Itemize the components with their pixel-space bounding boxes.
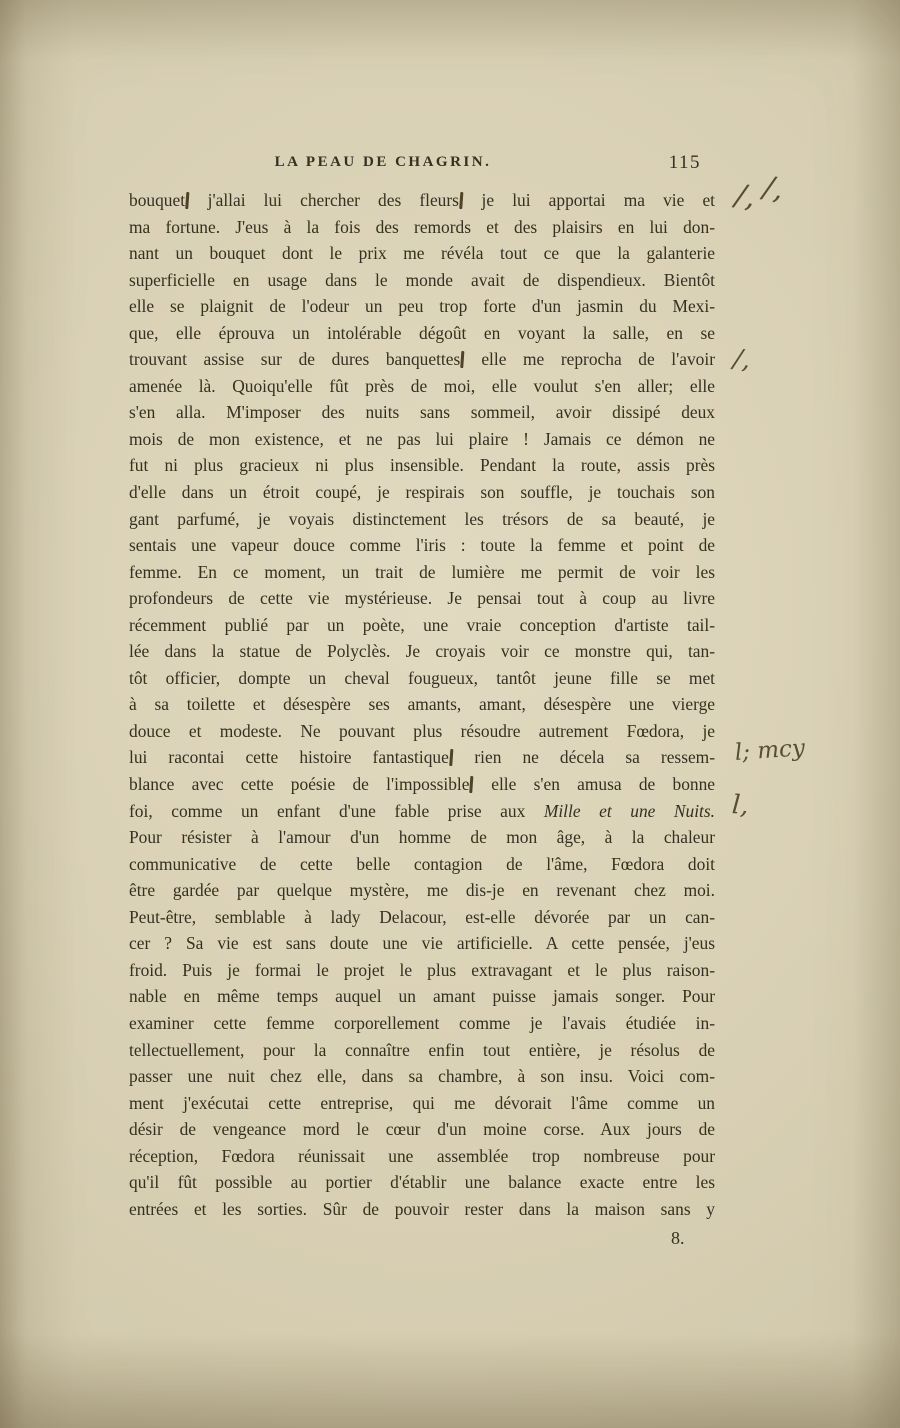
text-line: entrées et les sorties. Sûr de pouvoir rester dans la maison sans y [129,1198,715,1219]
handwritten-margin-mark: /, [733,178,758,216]
text-line: examiner cette femme corporellement comme je l'avais étudiée in- [129,1012,715,1033]
text-line: ma fortune. J'eus à la fois des remords et des plaisirs en lui don- [129,216,715,237]
text-line: nable en même temps auquel un amant puisse jamais songer. Pour [129,986,715,1007]
text-line: froid. Puis je formai le projet le plus extravagant et le plus raison- [129,959,715,980]
text-line: cer ? Sa vie est sans doute une vie artificielle. A cette pensée, j'eus [129,933,715,954]
text-line: nant un bouquet dont le prix me révéla tout ce que la galanterie [129,243,715,264]
text-line: ment j'exécutai cette entreprise, qui me dévorait l'âme comme un [129,1092,715,1113]
handwritten-margin-mark: l, [730,790,750,822]
text-line: douce et modeste. Ne pouvant plus résoudre autrement Fœdora, je [129,720,715,741]
text-line: fut ni plus gracieux ni plus insensible. Pendant la route, assis près [129,455,715,476]
text-line: récemment publié par un poète, une vraie conception d'artiste tail- [129,614,715,635]
text-line: superficielle en usage dans le monde avait de dispendieux. Bientôt [129,269,715,290]
text-line: communicative de cette belle contagion de l'âme, Fœdora doit [129,853,715,874]
text-line: s'en alla. M'imposer des nuits sans sommeil, avoir dissipé deux [129,402,715,423]
handwritten-margin-mark: /, [761,170,786,208]
pen-stroke-mark [460,351,464,368]
running-title: LA PEAU DE CHAGRIN. [274,154,492,170]
handwritten-margin-mark: /, [731,344,752,376]
text-line: amenée là. Quoiqu'elle fût près de moi, elle voulut s'en aller; elle [129,375,715,396]
text-line: qu'il fût possible au portier d'établir une balance exacte entre les [129,1172,715,1193]
signature-mark: 8. [671,1228,685,1248]
text-line: sentais une vapeur douce comme l'iris : toute la femme et point de [129,535,715,556]
text-line: blance avec cette poésie de l'impossible elle s'en amusa de bonne [129,774,715,795]
text-line: Pour résister à l'amour d'un homme de mon âge, à la chaleur [129,827,715,848]
text-line: être gardée par quelque mystère, me dis-je en revenant chez moi. [129,880,715,901]
italic-phrase: Mille et une Nuits. [543,800,715,821]
text-line: trouvant assise sur de dures banquettes elle me reprocha de l'avoir [129,349,715,370]
text-line: mois de mon existence, et ne pas lui plaire ! Jamais ce démon ne [129,428,715,449]
text-line: bouquet j'allai lui chercher des fleurs je lui apportai ma vie et [129,190,715,210]
handwritten-margin-mark: l; mcy [734,735,806,766]
pen-stroke-mark [185,192,189,209]
text-line: profondeurs de cette vie mystérieuse. Je pensai tout à coup au livre [129,588,715,609]
pen-stroke-mark [459,192,463,209]
text-line: elle se plaignit de l'odeur un peu trop forte d'un jasmin du Mexi- [129,296,715,317]
page-header [129,152,715,178]
text-line: foi, comme un enfant d'une fable prise aux Mille et une Nuits. [129,800,715,821]
text-line: tôt officier, dompte un cheval fougueux, tantôt jeune fille se met [129,667,715,688]
body-text [129,187,715,1222]
text-line: Peut-être, semblable à lady Delacour, est-elle dévorée par un can- [129,906,715,927]
text-line: réception, Fœdora réunissait une assemblée trop nombreuse pour [129,1145,715,1166]
page-number: 115 [668,152,701,173]
pen-stroke-mark [449,749,453,766]
text-line: passer une nuit chez elle, dans sa chambre, à son insu. Voici com- [129,1066,715,1087]
text-line: à sa toilette et désespère ses amants, amant, désespère une vierge [129,694,715,715]
text-line: désir de vengeance mord le cœur d'un moine corse. Aux jours de [129,1119,715,1140]
text-line: lui racontai cette histoire fantastique rien ne décela sa ressem- [129,747,716,768]
text-line: tellectuellement, pour la connaître enfin tout entière, je résolus de [129,1039,715,1060]
text-line: d'elle dans un étroit coupé, je respirais son souffle, je touchais son [129,482,715,503]
pen-stroke-mark [470,776,474,793]
text-line: femme. En ce moment, un trait de lumière me permit de voir les [129,561,715,582]
text-line: gant parfumé, je voyais distinctement les trésors de sa beauté, je [129,508,715,529]
text-line: que, elle éprouva un intolérable dégoût en voyant la salle, en se [129,322,715,343]
text-line: lée dans la statue de Polyclès. Je croyais voir ce monstre qui, tan- [129,641,715,662]
